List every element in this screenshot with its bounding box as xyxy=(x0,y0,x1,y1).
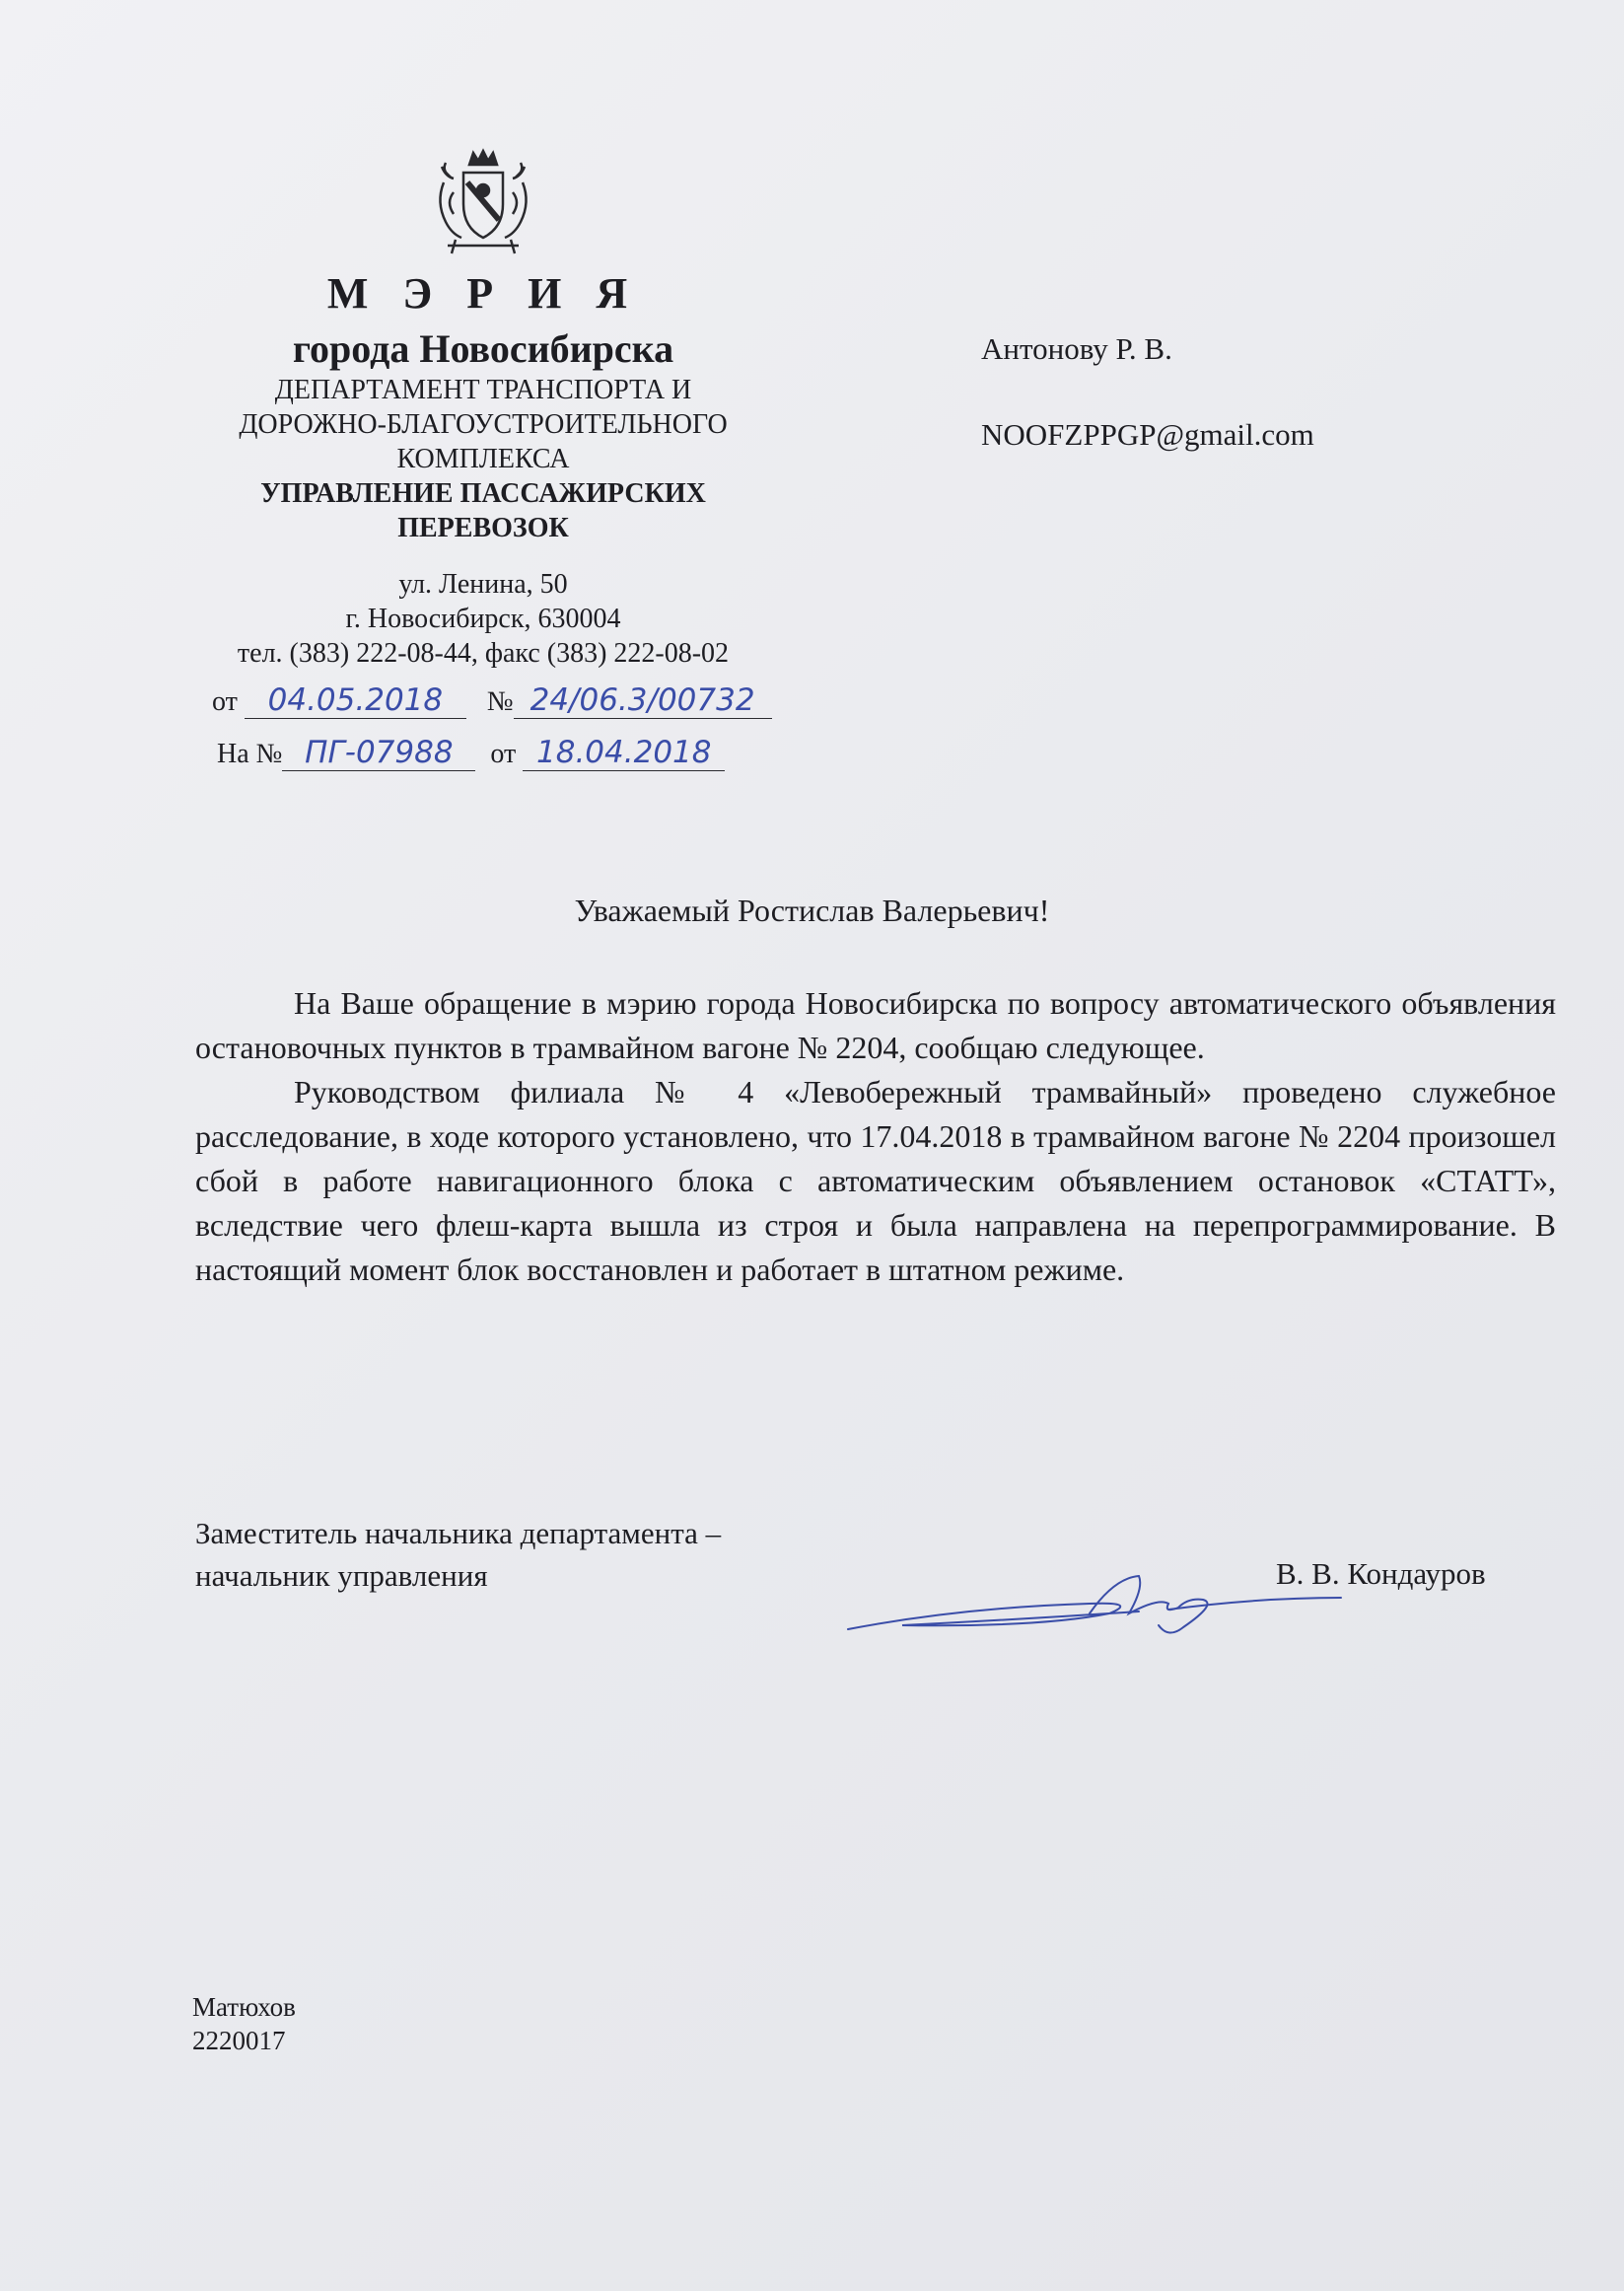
department-name xyxy=(168,373,799,476)
signatory-title xyxy=(195,1512,721,1597)
reply-label: На № xyxy=(217,739,283,769)
outgoing-registration xyxy=(212,682,772,719)
org-city: города Новосибирска xyxy=(292,326,674,371)
org-name: М Э Р И Я xyxy=(326,269,640,318)
reply-number: ПГ-07988 xyxy=(282,735,475,771)
signatory-name: В. В. Кондауров xyxy=(1276,1556,1486,1591)
letter-body xyxy=(195,981,1556,1292)
unit-line: УПРАВЛЕНИЕ ПАССАЖИРСКИХ xyxy=(260,478,706,509)
department-line: КОМПЛЕКСА xyxy=(396,444,570,474)
reply-date: 18.04.2018 xyxy=(523,735,725,771)
executor-name: Матюхов xyxy=(192,1992,296,2022)
date-label: от xyxy=(212,686,238,717)
executor-phone: 2220017 xyxy=(192,2026,286,2055)
department-line: ДЕПАРТАМЕНТ ТРАНСПОРТА И xyxy=(274,375,692,405)
unit-line: ПЕРЕВОЗОК xyxy=(397,513,569,543)
body-paragraph: На Ваше обращение в мэрию города Новосибирска по вопросу автоматического объявления остановочных пунктов в трамвайном вагоне № 2204, сообщаю следующее. xyxy=(195,985,1556,1065)
outgoing-date: 04.05.2018 xyxy=(245,682,466,719)
address-line: ул. Ленина, 50 xyxy=(398,569,568,600)
unit-name xyxy=(168,476,799,545)
executor-info xyxy=(192,1990,296,2057)
address xyxy=(168,567,799,671)
greeting: Уважаемый Ростислав Валерьевич! xyxy=(574,893,1050,928)
recipient-name: Антонову Р. В. xyxy=(981,331,1172,366)
signatory-title-line: начальник управления xyxy=(195,1558,488,1593)
department-line: ДОРОЖНО-БЛАГОУСТРОИТЕЛЬНОГО xyxy=(239,409,728,440)
reply-date-label: от xyxy=(490,739,517,769)
address-line: г. Новосибирск, 630004 xyxy=(345,604,621,634)
coat-of-arms-icon xyxy=(424,143,542,261)
number-label: № xyxy=(486,686,514,717)
recipient-email: NOOFZPPGP@gmail.com xyxy=(981,417,1314,452)
signatory-title-line: Заместитель начальника департамента – xyxy=(195,1516,722,1550)
outgoing-number: 24/06.3/00732 xyxy=(514,682,772,719)
address-line: тел. (383) 222-08-44, факс (383) 222-08-02 xyxy=(237,638,730,669)
reply-registration xyxy=(217,735,725,771)
body-paragraph: Руководством филиала № 4 «Левобережный трамвайный» проведено служебное расследование, в ходе которого установлено, что 17.04.2018 в трамвайном вагоне № 2204 произошел сбой в работе навигационного блока с автоматическим объявлением остановок «СТАТТ», вследствие чего флеш-карта вышла из строя и была направлена на перепрограммирование. В настоящий момент блок восстановлен и работает в штатном режиме. xyxy=(195,1074,1556,1287)
